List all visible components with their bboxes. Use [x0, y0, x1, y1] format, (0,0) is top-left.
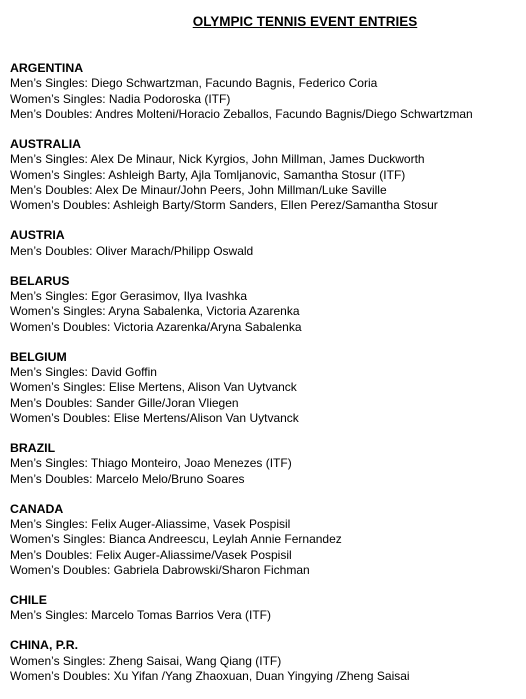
country-heading: BRAZIL	[10, 440, 56, 455]
entry-line: Women’s Doubles: Victoria Azarenka/Aryna Sabalenka	[10, 319, 302, 334]
entry-line: Women’s Doubles: Ashleigh Barty/Storm Sanders, Ellen Perez/Samantha Stosur	[10, 198, 438, 213]
country-heading: BELGIUM	[10, 349, 67, 364]
country-heading: CHILE	[10, 592, 47, 607]
country-heading: ARGENTINA	[10, 61, 84, 75]
country-heading: CANADA	[10, 501, 64, 516]
entry-line: Women’s Singles: Zheng Saisai, Wang Qiang (ITF)	[10, 653, 282, 668]
entry-line: Men’s Singles: Marcelo Tomas Barrios Vera (ITF)	[10, 608, 271, 623]
entry-line: Women’s Singles: Elise Mertens, Alison Van Uytvanck	[10, 380, 297, 395]
entry-line: Women’s Doubles: Xu Yifan /Yang Zhaoxuan, Duan Yingying /Zheng Saisai	[10, 668, 410, 683]
entry-line: Women’s Doubles: Gabriela Dabrowski/Sharon Fichman	[10, 562, 310, 577]
country-section	[10, 228, 526, 259]
entry-line: Men’s Singles: Thiago Monteiro, Joao Menezes (ITF)	[10, 456, 292, 471]
country-heading: AUSTRIA	[10, 228, 65, 243]
country-section	[10, 350, 526, 426]
entry-line: Men’s Doubles: Felix Auger-Aliassime/Vasek Pospisil	[10, 547, 292, 562]
entry-line: Women’s Doubles: Elise Mertens/Alison Van Uytvanck	[10, 410, 299, 425]
entry-line: Women’s Singles: Bianca Andreescu, Leylah Annie Fernandez	[10, 532, 342, 547]
country-section	[10, 593, 526, 624]
country-section	[10, 441, 526, 487]
entry-line: Men’s Doubles: Alex De Minaur/John Peers, John Millman/Luke Saville	[10, 182, 387, 197]
entry-line: Men’s Doubles: Marcelo Melo/Bruno Soares	[10, 471, 245, 486]
country-heading: AUSTRALIA	[10, 136, 82, 151]
country-section	[10, 638, 526, 684]
entry-line: Men’s Doubles: Andres Molteni/Horacio Zeballos, Facundo Bagnis/Diego Schwartzman	[10, 106, 473, 121]
entry-line: Women’s Singles: Ashleigh Barty, Ajla Tomljanovic, Samantha Stosur (ITF)	[10, 167, 406, 182]
country-section	[10, 274, 526, 335]
entry-line: Women’s Singles: Nadia Podoroska (ITF)	[10, 91, 231, 106]
entry-line: Women’s Singles: Aryna Sabalenka, Victoria Azarenka	[10, 304, 300, 319]
country-heading: BELARUS	[10, 273, 70, 288]
country-heading: CHINA, P.R.	[10, 638, 79, 653]
country-entries-list	[10, 61, 526, 699]
entry-line: Men’s Doubles: Oliver Marach/Philipp Oswald	[10, 243, 254, 258]
entry-line: Men’s Singles: Egor Gerasimov, Ilya Ivashka	[10, 288, 247, 303]
country-section	[10, 137, 526, 213]
entry-line: Men’s Singles: Felix Auger-Aliassime, Vasek Pospisil	[10, 516, 291, 531]
entry-line: Men’s Doubles: Sander Gille/Joran Vliegen	[10, 395, 239, 410]
document-title: OLYMPIC TENNIS EVENT ENTRIES	[192, 14, 418, 29]
entry-line: Men’s Singles: Alex De Minaur, Nick Kyrgios, John Millman, James Duckworth	[10, 152, 425, 167]
entry-line: Men’s Singles: David Goffin	[10, 364, 157, 379]
country-section	[10, 502, 526, 578]
country-section	[10, 61, 526, 122]
entry-line: Men’s Singles: Diego Schwartzman, Facundo Bagnis, Federico Coria	[10, 76, 378, 91]
